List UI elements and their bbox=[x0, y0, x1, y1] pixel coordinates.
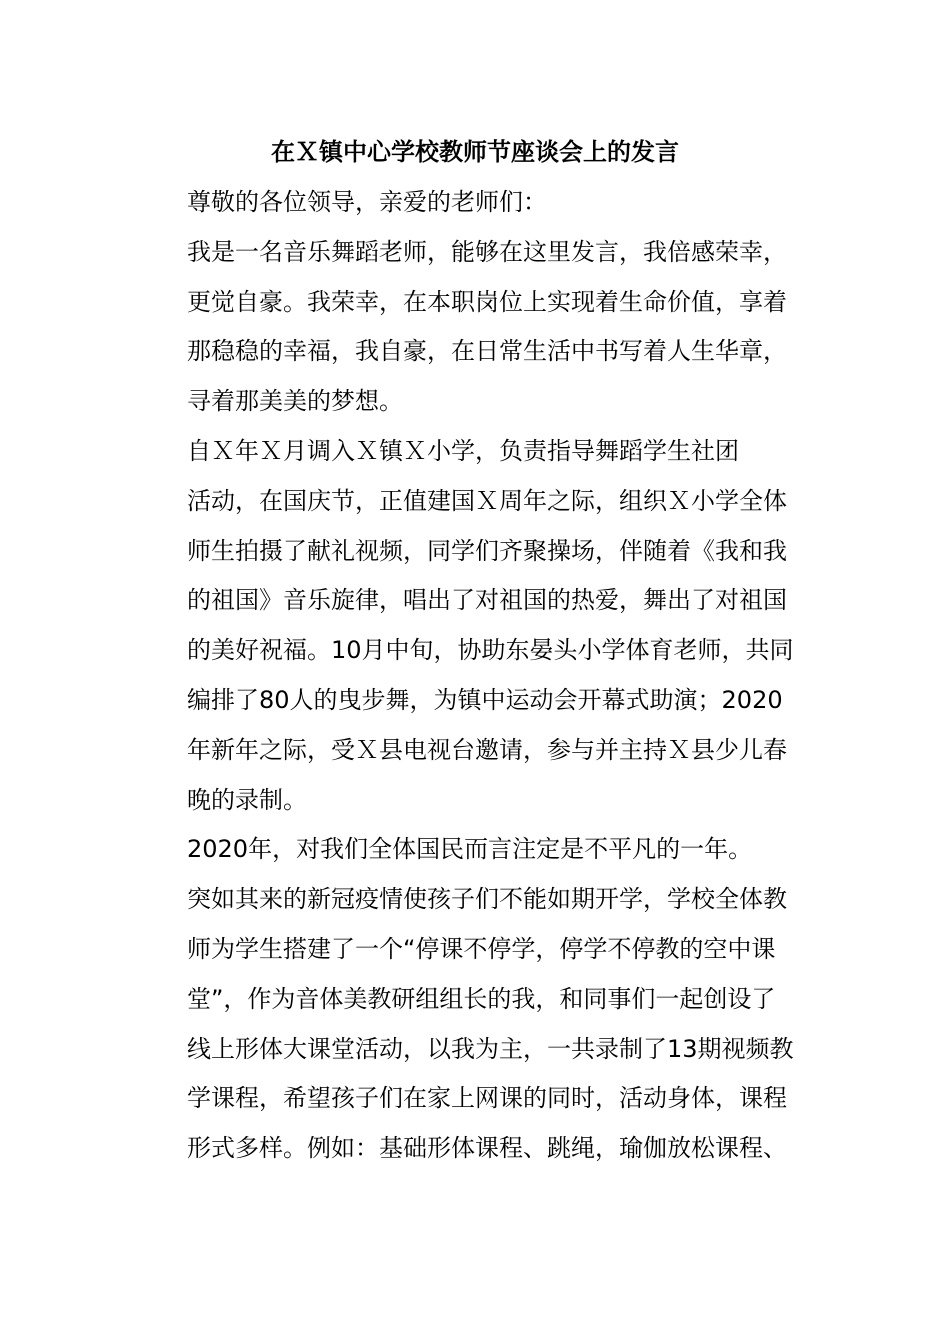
text-line: 年新年之际，受Ｘ县电视台邀请，参与并主持Ｘ县少儿春 bbox=[187, 735, 787, 764]
text-line: 学课程，希望孩子们在家上网课的同时，活动身体，课程 bbox=[187, 1084, 787, 1113]
text-line: 线上形体大课堂活动，以我为主，一共录制了13期视频教 bbox=[187, 1034, 794, 1063]
paragraph-pandemic-teaching bbox=[145, 825, 825, 1174]
text-line: 堂”，作为音体美教研组组长的我，和同事们一起创设了 bbox=[187, 984, 776, 1013]
text-line: 2020年，对我们全体国民而言注定是不平凡的一年。 bbox=[187, 835, 753, 864]
text-line: 的美好祝福。10月中旬，协助东晏头小学体育老师，共同 bbox=[187, 636, 794, 665]
text-line: 我是一名音乐舞蹈老师，能够在这里发言，我倍感荣幸， bbox=[187, 237, 787, 266]
text-line: 编排了80人的曳步舞，为镇中运动会开幕式助演；2020 bbox=[187, 685, 783, 714]
paragraph-introduction bbox=[145, 228, 825, 427]
paragraph-greeting bbox=[145, 178, 825, 228]
text-line: 活动，在国庆节，正值建国Ｘ周年之际，组织Ｘ小学全体 bbox=[187, 486, 787, 515]
text-line: 尊敬的各位领导，亲爱的老师们： bbox=[187, 188, 547, 216]
text-line: 寻着那美美的梦想。 bbox=[187, 387, 403, 416]
document-title: 在Ｘ镇中心学校教师节座谈会上的发言 bbox=[271, 138, 679, 166]
text-line: 形式多样。例如：基础形体课程、跳绳，瑜伽放松课程、 bbox=[187, 1134, 787, 1163]
paragraph-activities bbox=[145, 427, 825, 825]
text-line: 的祖国》音乐旋律，唱出了对祖国的热爱，舞出了对祖国 bbox=[187, 586, 787, 615]
text-line: 师为学生搭建了一个“停课不停学，停学不停教的空中课 bbox=[187, 934, 776, 963]
text-line: 突如其来的新冠疫情使孩子们不能如期开学，学校全体教 bbox=[187, 885, 787, 914]
text-line: 更觉自豪。我荣幸，在本职岗位上实现着生命价值，享着 bbox=[187, 287, 787, 316]
text-line: 晚的录制。 bbox=[187, 785, 307, 814]
text-line: 自Ｘ年Ｘ月调入Ｘ镇Ｘ小学，负责指导舞蹈学生社团 bbox=[187, 436, 739, 465]
text-line: 那稳稳的幸福，我自豪，在日常生活中书写着人生华章， bbox=[187, 337, 787, 366]
document-body bbox=[145, 178, 825, 1174]
text-line: 师生拍摄了献礼视频，同学们齐聚操场，伴随着《我和我 bbox=[187, 536, 787, 565]
